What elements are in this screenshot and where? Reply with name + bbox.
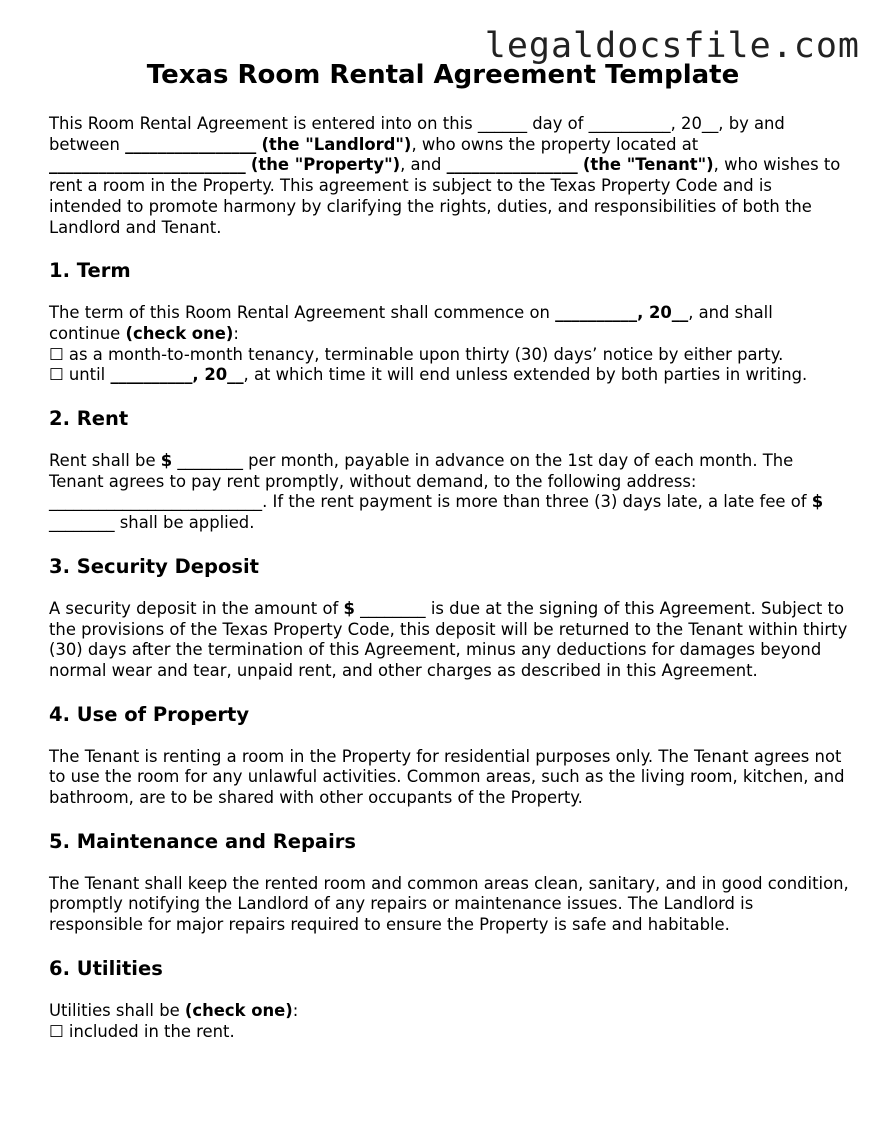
term-paragraph: The term of this Room Rental Agreement shall commence on __________, 20__, and shall continue (check one): ☐ as a month-to-month tenancy, terminable upon thirty (30) days’ notice by either party. ☐ until __________, 20__, at which time it will end unless extended by both parties in writing.: [49, 303, 849, 386]
term-option-until-date[interactable]: ☐ until __________, 20__, at which time it will end unless extended by both parties in writing.: [49, 365, 808, 385]
tenant-label: (the "Tenant"): [582, 155, 714, 175]
term-option-month-to-month[interactable]: ☐ as a month-to-month tenancy, terminable upon thirty (30) days’ notice by either party.: [49, 344, 784, 364]
maintenance-paragraph: The Tenant shall keep the rented room and common areas clean, sanitary, and in good condition, promptly notifying the Landlord of any repairs or maintenance issues. The Landlord is responsible for major repairs required to ensure the Property is safe and habitable.: [49, 873, 849, 935]
use-paragraph: The Tenant is renting a room in the Property for residential purposes only. The Tenant agrees not to use the room for any unlawful activities. Common areas, such as the living room, kitchen, and bathroom, are to be shared with other occupants of the Property.: [49, 746, 845, 808]
utilities-option-included[interactable]: ☐ included in the rent.: [49, 1021, 235, 1041]
section-heading-use-of-property: 4. Use of Property: [49, 702, 250, 726]
utilities-paragraph: Utilities shall be (check one): ☐ included in the rent.: [49, 1001, 849, 1042]
intro-paragraph: This Room Rental Agreement is entered into on this ______ day of __________, 20__, by and between ________________ (the "Landlord"), who owns the property located at ________________________ (the "Property"), and ________________ (the "Tenant"), who wishes to rent a room in the Property. This agreement is subject to the Texas Property Code and is intended to promote harmony by clarifying the rights, duties, and responsibilities of both the Landlord and Tenant.: [49, 114, 841, 237]
deposit-paragraph: A security deposit in the amount of $ ________ is due at the signing of this Agreement. Subject to the provisions of the Texas Property Code, this deposit will be returned to the Tenant within thirty (30) days after the termination of this Agreement, minus any deductions for damages beyond normal wear and tear, unpaid rent, and other charges as described in this Agreement.: [49, 598, 848, 680]
landlord-label: (the "Landlord"): [261, 134, 412, 154]
rent-paragraph: Rent shall be $ ________ per month, payable in advance on the 1st day of each month. The Tenant agrees to pay rent promptly, without demand, to the following address: __________________________. If the rent payment is more than three (3) days late, a late fee of $ ________ shall be applied.: [49, 451, 824, 533]
section-heading-term: 1. Term: [49, 259, 131, 283]
watermark: legaldocsfile.com: [484, 26, 860, 66]
property-label: (the "Property"): [250, 155, 401, 175]
document-body: [49, 114, 849, 1042]
section-heading-security-deposit: 3. Security Deposit: [49, 554, 259, 578]
document-title: Texas Room Rental Agreement Template: [146, 60, 740, 90]
section-heading-rent: 2. Rent: [49, 407, 129, 431]
section-heading-utilities: 6. Utilities: [49, 956, 163, 980]
section-heading-maintenance: 5. Maintenance and Repairs: [49, 829, 356, 853]
